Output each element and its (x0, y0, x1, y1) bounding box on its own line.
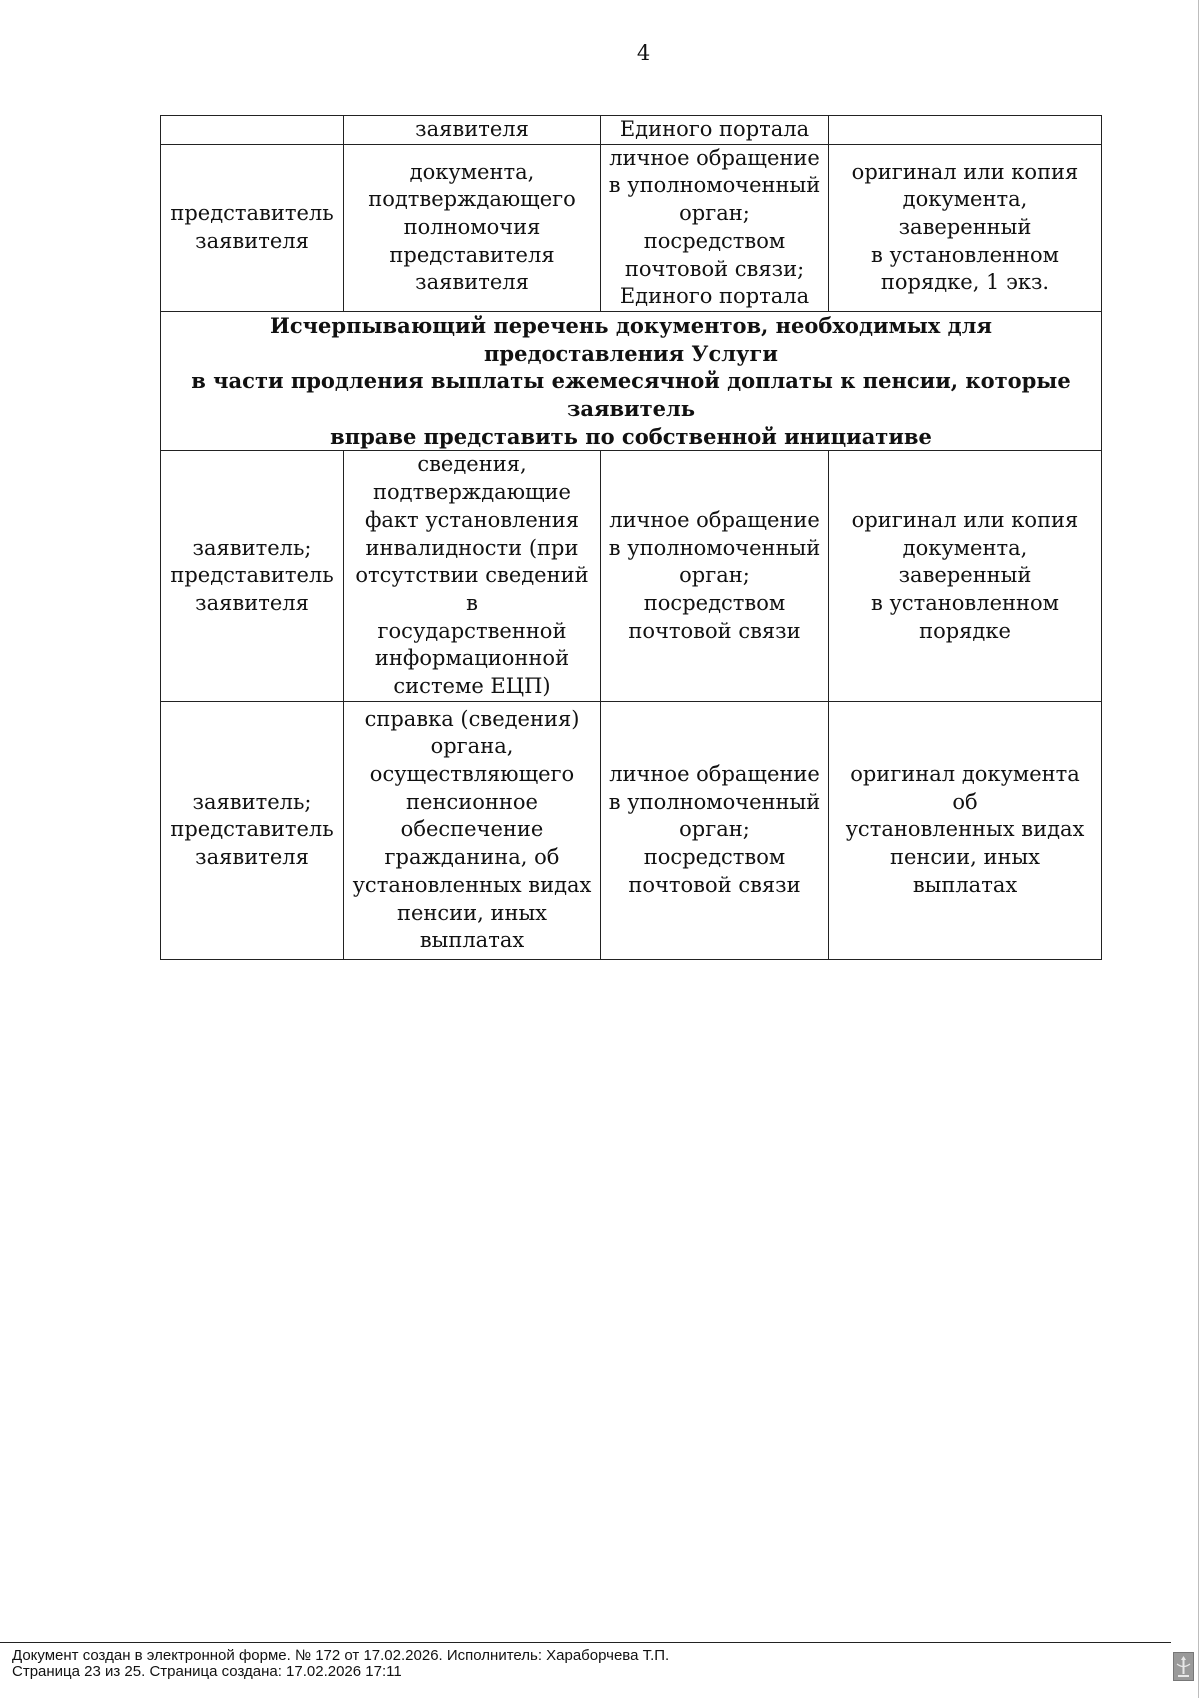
table-cell: сведения, подтверждающие факт установления инвалидности (при отсутствии сведений в государственной информационной системе ЕЦП) (344, 451, 601, 701)
table-cell: заявитель; представитель заявителя (161, 451, 344, 701)
table-cell: Единого портала (601, 116, 829, 145)
page-number: 4 (636, 41, 651, 65)
table-cell: документа, подтверждающего полномочия представителя заявителя (344, 144, 601, 311)
footer-document-info: Документ создан в электронной форме. № 172 от 17.02.2026. Исполнитель: Хараборчева Т.П. (12, 1647, 670, 1664)
table-cell: оригинал документа об установленных видах пенсии, иных выплатах (829, 701, 1102, 959)
table-row (161, 701, 1102, 959)
table-row (161, 144, 1102, 311)
table-cell: заявителя (344, 116, 601, 145)
table-row (161, 451, 1102, 701)
table-row (161, 116, 1102, 145)
table-cell: оригинал или копия документа, заверенный в установленном порядке (829, 451, 1102, 701)
table-cell: заявитель; представитель заявителя (161, 701, 344, 959)
table-cell: личное обращение в уполномоченный орган; посредством почтовой связи (601, 451, 829, 701)
table-cell: представитель заявителя (161, 144, 344, 311)
footer (12, 1648, 669, 1680)
table-cell (829, 116, 1102, 145)
table-cell: справка (сведения) органа, осуществляющего пенсионное обеспечение гражданина, об установленных видах пенсии, иных выплатах (344, 701, 601, 959)
page-edge (1198, 0, 1199, 1698)
table-cell: оригинал или копия документа, заверенный в установленном порядке, 1 экз. (829, 144, 1102, 311)
section-heading-row (161, 311, 1102, 451)
table-cell: личное обращение в уполномоченный орган; посредством почтовой связи; Единого портала (601, 144, 829, 311)
footer-divider (0, 1642, 1171, 1643)
table-cell (161, 116, 344, 145)
footer-page-info: Страница 23 из 25. Страница создана: 17.02.2026 17:11 (12, 1663, 402, 1680)
coat-of-arms-icon (1173, 1652, 1194, 1681)
section-heading: Исчерпывающий перечень документов, необходимых для предоставления Услуги в части продления выплаты ежемесячной доплаты к пенсии, которые заявитель вправе представить по собственной инициативе (161, 311, 1102, 451)
table-cell: личное обращение в уполномоченный орган; посредством почтовой связи (601, 701, 829, 959)
documents-table (160, 115, 1102, 960)
